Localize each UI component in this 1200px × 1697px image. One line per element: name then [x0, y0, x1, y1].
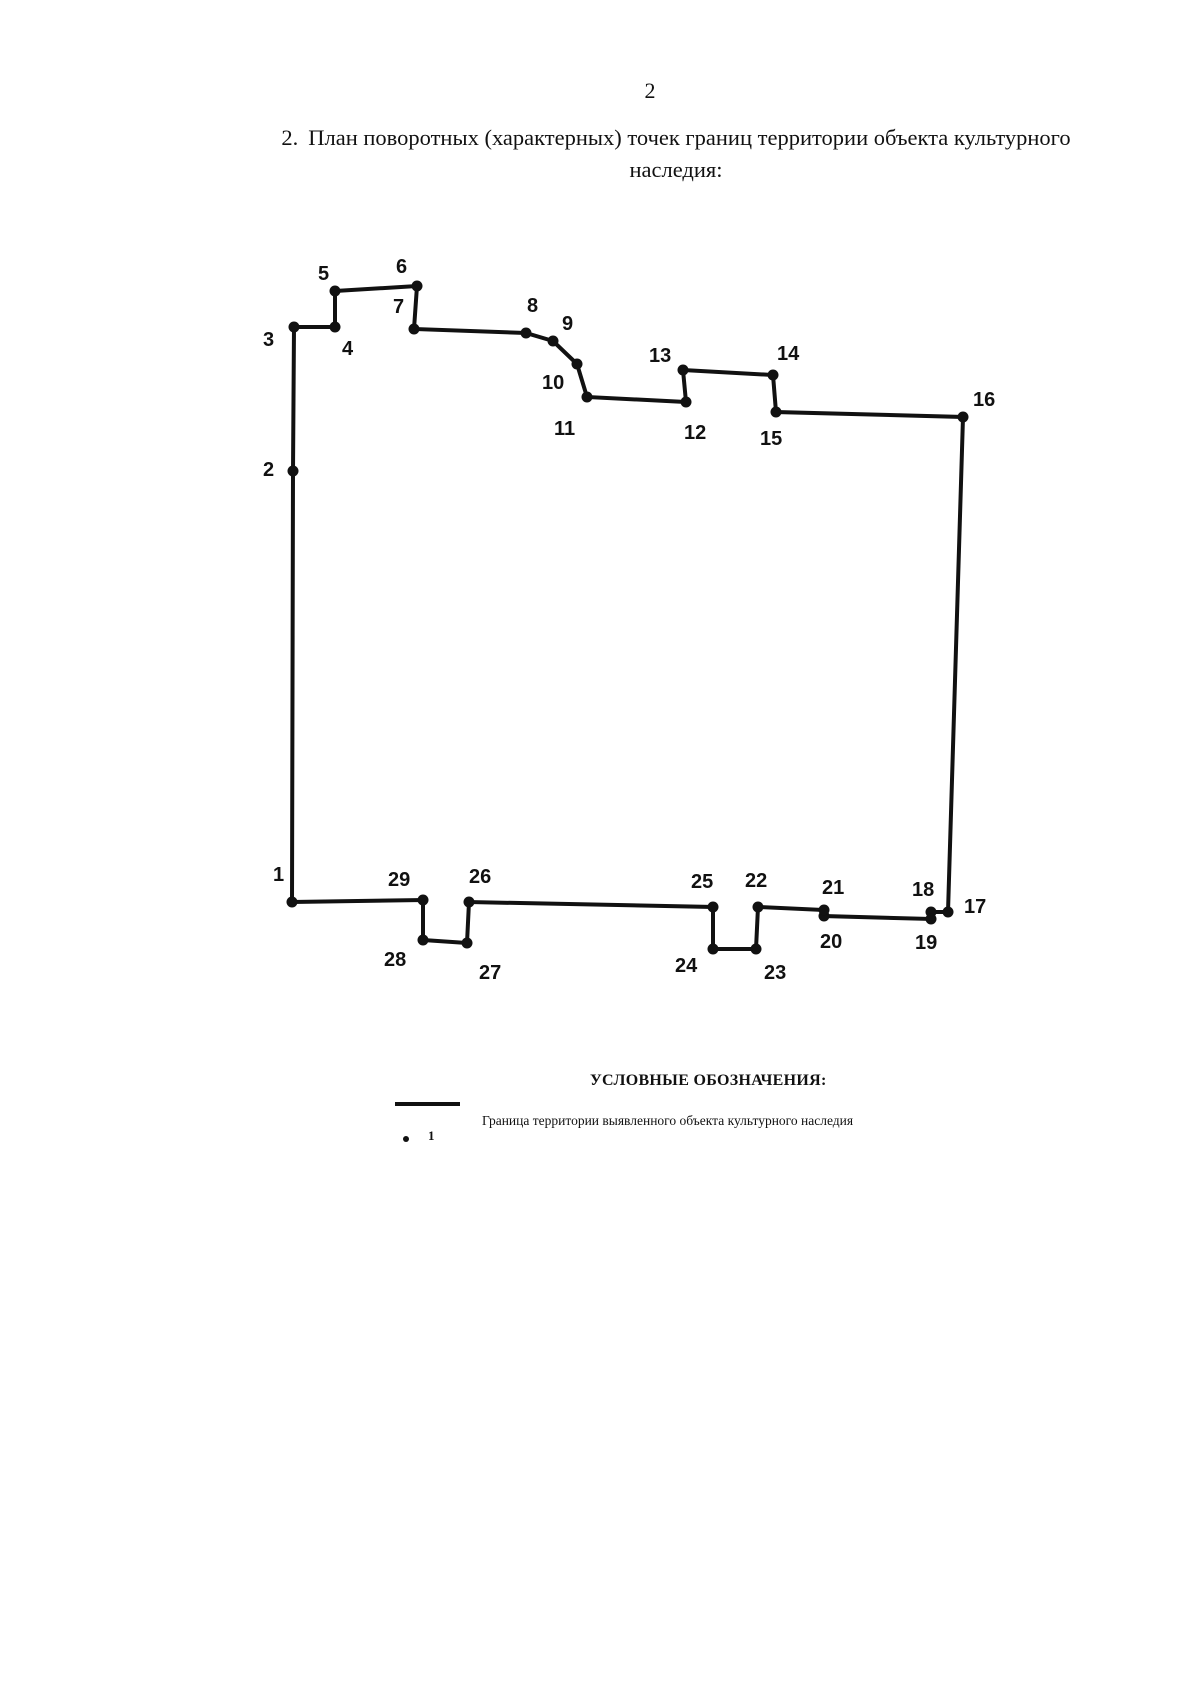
boundary-point-2	[288, 466, 299, 477]
section-heading-text: План поворотных (характерных) точек границ территории объекта культурного наследия:	[308, 125, 1071, 182]
boundary-point-21	[819, 905, 830, 916]
boundary-point-label-28: 28	[384, 949, 407, 971]
boundary-point-7	[409, 324, 420, 335]
boundary-point-label-25: 25	[691, 871, 714, 893]
page-number: 2	[644, 78, 656, 103]
boundary-point-label-7: 7	[393, 296, 405, 318]
legend-title: УСЛОВНЫЕ ОБОЗНАЧЕНИЯ:	[590, 1072, 827, 1089]
boundary-point-28	[418, 935, 429, 946]
boundary-point-10	[572, 359, 583, 370]
boundary-point-label-26: 26	[469, 866, 492, 888]
boundary-point-labels	[263, 256, 995, 984]
boundary-point-16	[958, 412, 969, 423]
boundary-point-label-15: 15	[760, 428, 783, 450]
boundary-point-23	[751, 944, 762, 955]
boundary-point-label-19: 19	[915, 932, 938, 954]
boundary-point-1	[287, 897, 298, 908]
boundary-point-label-6: 6	[396, 256, 408, 278]
boundary-point-label-2: 2	[263, 459, 275, 481]
boundary-point-29	[418, 895, 429, 906]
boundary-point-label-13: 13	[649, 345, 672, 367]
boundary-point-label-20: 20	[820, 931, 843, 953]
boundary-point-label-8: 8	[527, 295, 539, 317]
boundary-point-label-23: 23	[764, 962, 787, 984]
legend-point-sample	[403, 1136, 409, 1142]
boundary-point-label-29: 29	[388, 869, 411, 891]
boundary-point-3	[289, 322, 300, 333]
boundary-point-label-16: 16	[973, 389, 996, 411]
boundary-point-label-18: 18	[912, 879, 935, 901]
boundary-point-label-12: 12	[684, 422, 707, 444]
boundary-point-label-22: 22	[745, 870, 768, 892]
boundary-point-13	[678, 365, 689, 376]
boundary-point-27	[462, 938, 473, 949]
boundary-point-12	[681, 397, 692, 408]
boundary-point-5	[330, 286, 341, 297]
legend-boundary-description: Граница территории выявленного объекта культурного наследия	[482, 1113, 854, 1128]
boundary-point-label-21: 21	[822, 877, 845, 899]
boundary-vertices	[287, 281, 969, 955]
section-heading-number: 2.	[281, 125, 299, 150]
boundary-point-11	[582, 392, 593, 403]
boundary-point-25	[708, 902, 719, 913]
boundary-point-8	[521, 328, 532, 339]
boundary-point-9	[548, 336, 559, 347]
boundary-point-label-24: 24	[675, 955, 698, 977]
boundary-point-26	[464, 897, 475, 908]
boundary-point-24	[708, 944, 719, 955]
boundary-point-22	[753, 902, 764, 913]
boundary-point-label-9: 9	[562, 313, 574, 335]
boundary-point-label-4: 4	[342, 338, 354, 360]
boundary-point-6	[412, 281, 423, 292]
boundary-point-label-1: 1	[273, 864, 285, 886]
boundary-point-label-14: 14	[777, 343, 800, 365]
boundary-point-label-27: 27	[479, 962, 502, 984]
legend-point-sample-label: 1	[428, 1128, 435, 1143]
boundary-point-17	[943, 907, 954, 918]
boundary-point-label-5: 5	[318, 263, 330, 285]
boundary-point-15	[771, 407, 782, 418]
boundary-point-19	[926, 914, 937, 925]
boundary-line	[292, 286, 963, 949]
boundary-point-label-17: 17	[964, 896, 987, 918]
boundary-point-label-11: 11	[554, 418, 576, 440]
legend-boundary-line-sample	[395, 1102, 460, 1106]
boundary-point-4	[330, 322, 341, 333]
boundary-point-label-10: 10	[542, 372, 565, 394]
boundary-point-14	[768, 370, 779, 381]
boundary-point-label-3: 3	[263, 329, 275, 351]
